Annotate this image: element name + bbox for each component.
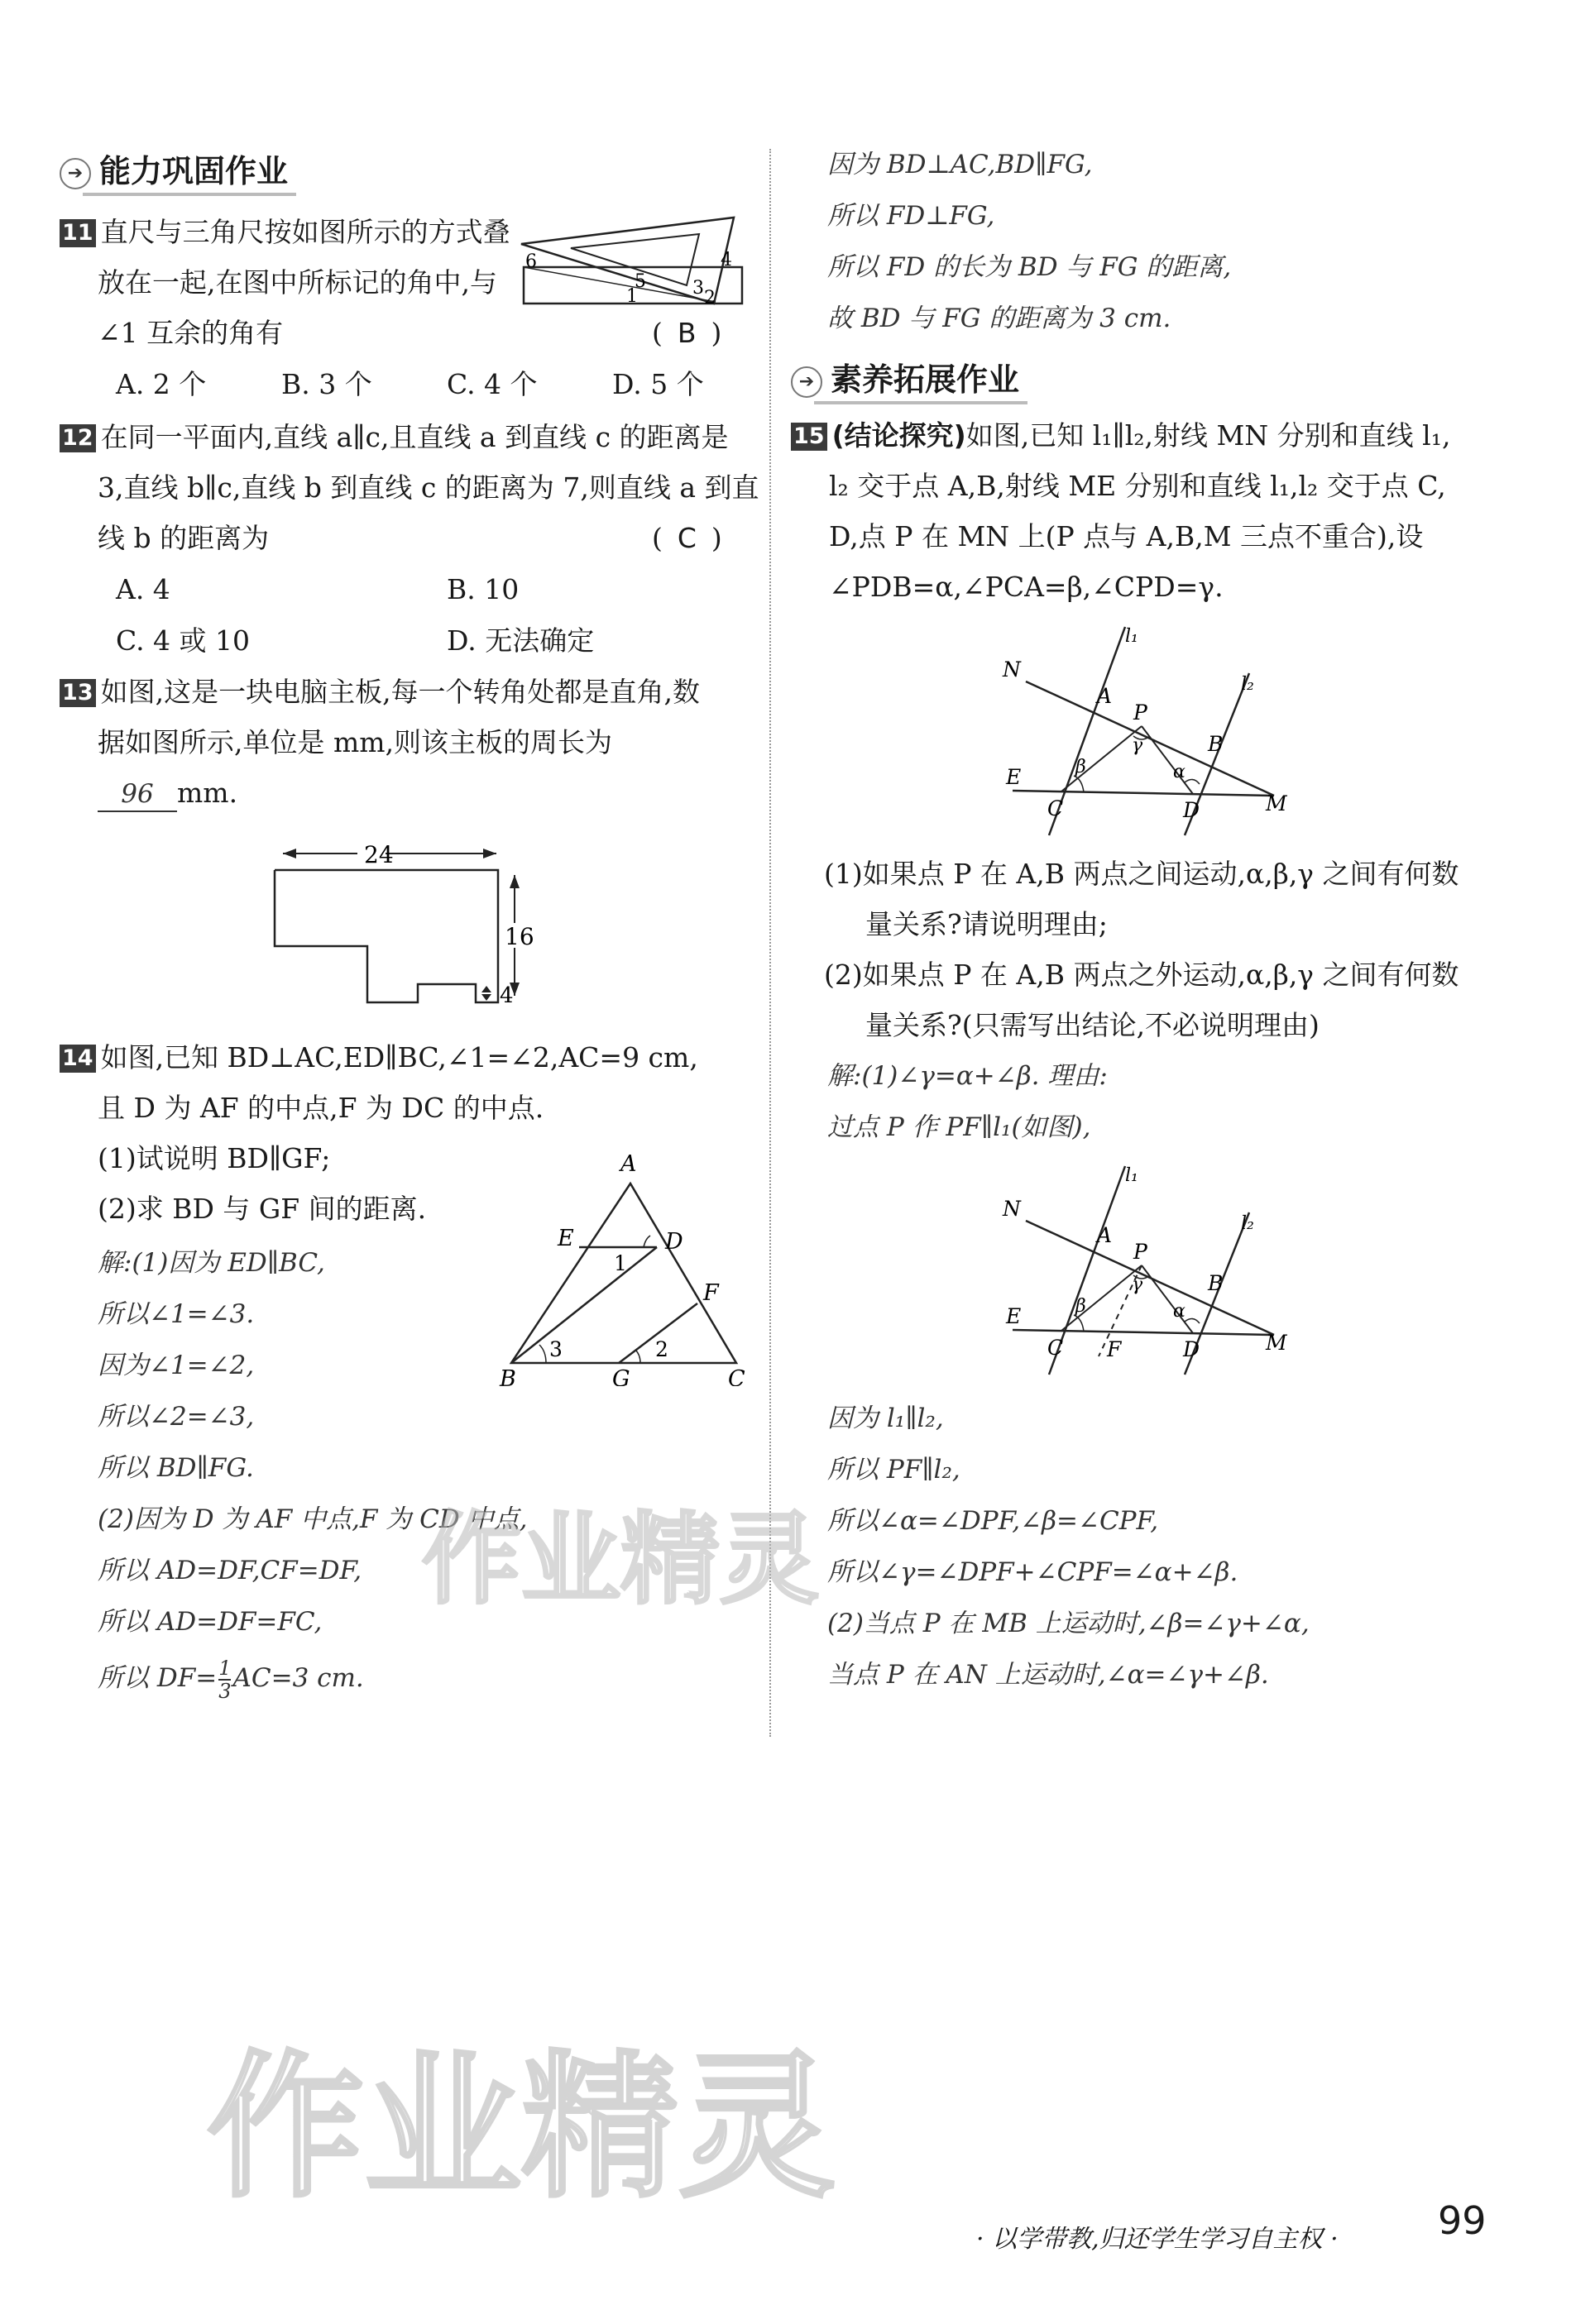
question-text: 且 D 为 AF 的中点,F 为 DC 的中点.	[98, 1092, 544, 1124]
answer-paren: ( C )	[652, 522, 722, 554]
option-c: C. 4 个	[447, 368, 538, 400]
point-label: C	[1047, 1336, 1064, 1360]
solution-line: 因为∠1=∠2,	[98, 1351, 255, 1380]
point-label: F	[1107, 1337, 1122, 1361]
question-text: 如图,已知 l₁∥l₂,射线 MN 分别和直线 l₁,	[965, 419, 1451, 452]
q15-solution	[827, 1050, 1108, 1153]
question-tag: (结论探究)	[831, 419, 966, 452]
solution-line: 解:(1)因为 ED∥BC,	[98, 1248, 325, 1278]
question-text: l₂ 交于点 A,B,射线 ME 分别和直线 l₁,l₂ 交于点 C,	[829, 470, 1446, 502]
solution-line: 所以 FD 的长为 BD 与 FG 的距离,	[827, 252, 1232, 282]
ray-mn	[1026, 681, 1274, 796]
point-label: A	[1097, 684, 1113, 708]
q15-solution-continued	[827, 1393, 1310, 1700]
angle-label: γ	[1132, 1274, 1143, 1295]
point-label: C	[728, 1366, 745, 1386]
point-label: C	[1047, 796, 1064, 820]
option-a: A. 4	[116, 573, 170, 605]
fraction: $\frac{1}{3}$	[218, 1656, 232, 1703]
option-b: B. 10	[447, 573, 520, 605]
question-number: 13	[60, 679, 96, 707]
section-title: 素养拓展作业	[831, 361, 1020, 398]
question-number: 11	[60, 219, 96, 247]
ray-me	[1013, 791, 1274, 796]
watermark: 作业精灵	[422, 1503, 819, 1618]
line-label: l₂	[1241, 674, 1254, 695]
solution-line: 所以∠α=∠DPF,∠β=∠CPF,	[827, 1506, 1159, 1536]
sub-question: (2)求 BD 与 GF 间的距离.	[98, 1193, 427, 1225]
option-a: A. 2 个	[116, 368, 207, 400]
point-label: D	[665, 1229, 683, 1255]
point-label: M	[1266, 791, 1287, 815]
question-text: 3,直线 b∥c,直线 b 到直线 c 的距离为 7,则直线 a 到直	[98, 471, 759, 504]
segment-bd	[511, 1247, 657, 1363]
point-label: E	[558, 1226, 574, 1251]
angle-label: γ	[1132, 735, 1143, 756]
point-label: E	[1006, 1304, 1022, 1328]
angle-label: 3	[549, 1337, 563, 1361]
angle-label: 4	[721, 250, 732, 270]
segment-pc	[1061, 1265, 1142, 1331]
board-outline	[275, 870, 498, 1002]
sub-question: (1)试说明 BD∥GF;	[98, 1142, 331, 1174]
point-label: B	[500, 1366, 516, 1386]
angle-label: α	[1173, 1301, 1185, 1322]
section-header-extension	[791, 354, 1019, 399]
ruler-triangle-figure	[517, 211, 749, 318]
watermark: 作业精灵	[207, 2036, 836, 2219]
point-label: A	[620, 1151, 637, 1177]
ray-me	[1013, 1330, 1274, 1335]
point-label: N	[1003, 658, 1021, 681]
ray-mn	[1026, 1221, 1274, 1335]
angle-label: α	[1173, 762, 1185, 782]
question-number: 12	[60, 424, 96, 452]
question-13: 13 如图,这是一块电脑主板,每一个转角处都是直角,数 据如图所示,单位是 mm,则该主板的周长为 96 mm.	[60, 667, 700, 818]
question-text: 线 b 的距离为	[98, 522, 270, 554]
point-label: E	[1006, 765, 1022, 789]
section-title: 能力巩固作业	[99, 153, 289, 189]
angle-label: 1	[614, 1251, 627, 1275]
q14-solution	[98, 1237, 527, 1704]
parallel-lines-figure	[993, 619, 1307, 842]
line-label: l₁	[1125, 626, 1138, 647]
motherboard-figure	[265, 837, 546, 1011]
line-label: l₁	[1125, 1165, 1138, 1186]
answer-value: B	[677, 317, 697, 349]
solution-line: 所以∠γ=∠DPF+∠CPF=∠α+∠β.	[827, 1557, 1238, 1587]
question-text: 如图,已知 BD⊥AC,ED∥BC,∠1=∠2,AC=9 cm,	[100, 1041, 698, 1074]
footer-slogan: · 以学带教,归还学生学习自主权 ·	[976, 2225, 1339, 2254]
page-number: 99	[1438, 2198, 1487, 2243]
point-label: M	[1266, 1331, 1287, 1355]
point-label: P	[1133, 701, 1147, 724]
question-text: ∠1 互余的角有	[98, 317, 284, 349]
q15-subquestions	[824, 849, 1459, 1050]
point-label: F	[703, 1280, 719, 1306]
line-label: l₂	[1241, 1213, 1254, 1234]
angle-label: 6	[525, 251, 537, 272]
solution-line: 解:(1)∠γ=α+∠β. 理由:	[827, 1061, 1108, 1091]
solution-line: 所以 FD⊥FG,	[827, 201, 995, 231]
question-15	[791, 410, 1450, 612]
answer-paren: ( B )	[652, 317, 722, 349]
solution-line: 过点 P 作 PF∥l₁(如图),	[827, 1112, 1091, 1142]
section-header-ability	[60, 146, 288, 191]
dimension-label: 24	[364, 841, 394, 868]
solution-line: 所以 PF∥l₂,	[827, 1455, 960, 1485]
solution-line: 所以 DF= $\frac{1}{3}$ AC=3 cm.	[98, 1656, 364, 1703]
point-label: G	[612, 1366, 630, 1386]
angle-label: β	[1075, 1296, 1086, 1317]
solution-line: (2)因为 D 为 AF 中点,F 为 CD 中点,	[98, 1504, 528, 1534]
solution-line: 所以 AD=DF=FC,	[98, 1607, 323, 1637]
solution-line: 故 BD 与 FG 的距离为 3 cm.	[827, 304, 1171, 333]
point-label: A	[1097, 1223, 1113, 1247]
question-number: 15	[791, 423, 827, 451]
option-c: C. 4 或 10	[116, 624, 251, 657]
solution-line: 当点 P 在 AN 上运动时,∠α=∠γ+∠β.	[827, 1660, 1269, 1690]
angle-label: 3	[692, 278, 704, 299]
option-b: B. 3 个	[281, 368, 372, 400]
sub-question: 量关系?(只需写出结论,不必说明理由)	[865, 1009, 1320, 1041]
point-label: D	[1183, 798, 1200, 822]
question-text: 放在一起,在图中所标记的角中,与	[98, 266, 497, 299]
solution-line: 因为 l₁∥l₂,	[827, 1403, 944, 1433]
point-label: D	[1183, 1337, 1200, 1361]
question-text: 据如图所示,单位是 mm,则该主板的周长为	[98, 726, 613, 758]
question-number: 14	[60, 1045, 96, 1073]
solution-line: 所以 AD=DF,CF=DF,	[98, 1556, 362, 1585]
solution-line: 所以∠2=∠3,	[98, 1402, 255, 1432]
option-d: D. 5 个	[612, 368, 704, 400]
header-underline	[814, 401, 1027, 404]
angle-label: 2	[655, 1337, 668, 1361]
dimension-label: 16	[505, 923, 534, 950]
solution-line: (2)当点 P 在 MB 上运动时,∠β=∠γ+∠α,	[827, 1609, 1310, 1638]
solution-line: 因为 BD⊥AC,BD∥FG,	[827, 150, 1093, 179]
angle-label: 5	[635, 271, 646, 292]
answer-blank: 96	[98, 777, 177, 812]
point-label: B	[1208, 732, 1224, 756]
sub-question: (1)如果点 P 在 A,B 两点之间运动,α,β,γ 之间有何数	[824, 858, 1459, 890]
arrow-icon: ➔	[791, 366, 822, 398]
point-label: N	[1003, 1197, 1021, 1221]
angle-label: 2	[704, 288, 716, 308]
segment-pc	[1061, 726, 1142, 791]
question-text: 直尺与三角尺按如图所示的方式叠	[100, 216, 510, 248]
header-underline	[83, 193, 296, 196]
solution-line: 所以 BD∥FG.	[98, 1453, 254, 1483]
angle-label: β	[1075, 757, 1086, 777]
dimension-label: 4	[500, 983, 514, 1008]
question-text: ∠PDB=α,∠PCA=β,∠CPD=γ.	[829, 571, 1224, 603]
parallel-lines-figure-2	[993, 1158, 1307, 1381]
point-label: P	[1133, 1240, 1147, 1264]
option-d: D. 无法确定	[447, 624, 595, 657]
sub-question: (2)如果点 P 在 A,B 两点之外运动,α,β,γ 之间有何数	[824, 959, 1459, 991]
sub-question: 量关系?请说明理由;	[865, 908, 1108, 940]
answer-value: C	[677, 522, 697, 554]
angle-label: 1	[626, 286, 638, 307]
question-text: D,点 P 在 MN 上(P 点与 A,B,M 三点不重合),设	[829, 520, 1424, 552]
solution-line: 所以∠1=∠3.	[98, 1299, 255, 1329]
question-text: 在同一平面内,直线 a∥c,且直线 a 到直线 c 的距离是	[100, 421, 729, 453]
point-label: B	[1208, 1271, 1224, 1295]
question-text: 如图,这是一块电脑主板,每一个转角处都是直角,数	[100, 676, 701, 708]
triangle-figure	[496, 1146, 753, 1386]
q14-solution-continued	[827, 139, 1231, 344]
arrow-icon: ➔	[60, 158, 91, 189]
question-11	[60, 207, 510, 358]
